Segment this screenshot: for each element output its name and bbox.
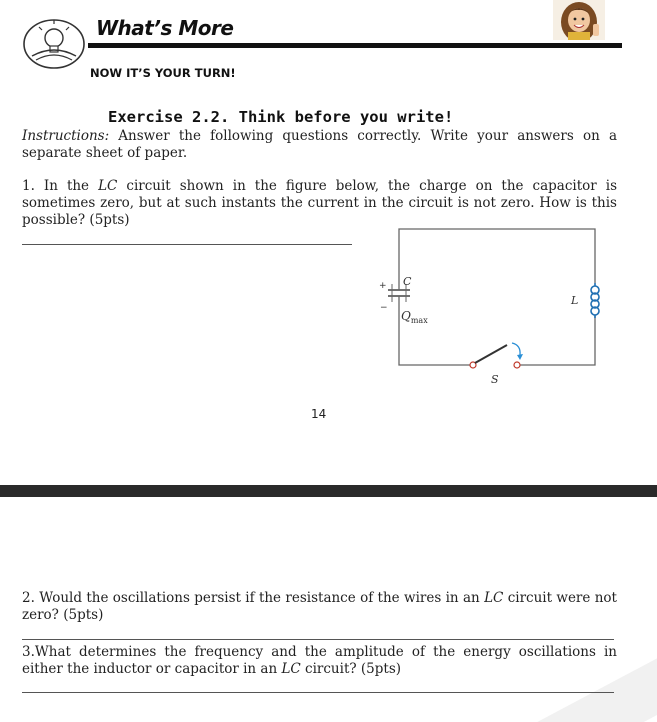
exercise-title: Exercise 2.2. Think before you write!	[108, 108, 454, 126]
question-3-prefix: 3.What determines the frequency and the amplitude of the energy oscillations in either the inductor or capacitor in an	[22, 644, 617, 677]
page-number: 14	[311, 407, 327, 421]
question-2-text: circuit were not zero? (5pts)	[22, 590, 617, 623]
answer-line-1	[22, 244, 352, 245]
capacitor-minus-sign: −	[380, 303, 388, 313]
answer-line-3	[22, 692, 614, 693]
capacitor-plus-sign: +	[379, 281, 387, 291]
instructions-text: Answer the following questions correctly. Write your answers on a separate sheet of paper.	[22, 128, 617, 161]
inductor-coil	[591, 283, 599, 318]
question-2-prefix: 2. Would the oscillations persist if the resistance of the wires in an	[22, 590, 485, 606]
question-1-text: circuit shown in the figure below, the charge on the capacitor is sometimes zero, but at such instants the current in the circuit is not zero. How is this possible? (5pts)	[22, 178, 617, 228]
section-subheading: NOW IT’S YOUR TURN!	[90, 66, 236, 80]
question-1-prefix: 1. In the	[22, 178, 99, 194]
lightbulb-icon	[22, 14, 86, 70]
capacitor-label: C	[403, 275, 412, 288]
inductor-label: L	[571, 294, 579, 307]
charge-symbol: Q	[401, 309, 411, 323]
charge-label	[401, 309, 428, 325]
question-3-text: circuit? (5pts)	[300, 661, 402, 677]
question-1	[22, 178, 617, 229]
switch-contact-right	[514, 362, 520, 368]
section-title: What’s More	[96, 16, 234, 40]
question-2-term: LC	[484, 590, 504, 606]
switch-blade	[475, 345, 507, 363]
instructions	[22, 128, 617, 162]
lc-circuit-figure	[370, 224, 610, 394]
circuit-wire	[399, 229, 595, 283]
teacher-avatar	[553, 0, 605, 40]
switch-arrow-icon	[512, 343, 520, 355]
question-1-term: LC	[98, 178, 118, 194]
question-3-term: LC	[281, 661, 301, 677]
page-separator	[0, 485, 657, 497]
header-rule	[88, 43, 622, 48]
switch-label: S	[491, 373, 499, 386]
instructions-label: Instructions:	[22, 128, 110, 144]
circuit-wire-right	[517, 315, 595, 365]
question-3	[22, 644, 617, 678]
charge-subscript: max	[410, 316, 428, 325]
page-15	[0, 497, 657, 722]
question-2	[22, 590, 617, 624]
answer-line-2	[22, 639, 614, 640]
